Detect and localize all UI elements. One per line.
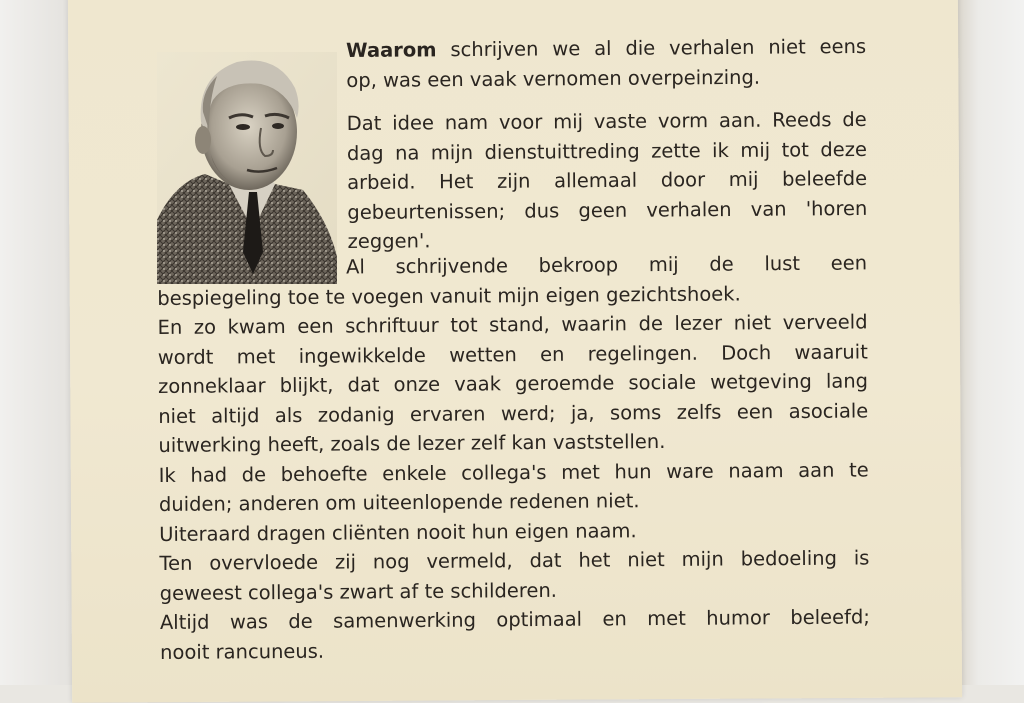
text-line: Altijd was de samenwerking optimaal en met humor beleefd; bbox=[159, 605, 870, 634]
text-line: Ik had de behoefte enkele collega's met hun ware naam aan te bbox=[158, 457, 869, 487]
backdrop-left bbox=[0, 0, 72, 685]
main-text-block bbox=[157, 248, 870, 667]
text-line: En zo kwam een schriftuur tot stand, waarin de lezer niet verveeld bbox=[157, 310, 868, 339]
text-line: niet altijd als zodanig ervaren werd; ja, soms zelfs een asociale bbox=[158, 398, 869, 428]
lead-word: Waarom bbox=[346, 38, 437, 62]
intro-text-block bbox=[346, 32, 868, 257]
text-span: schrijven we al die verhalen niet eens bbox=[450, 34, 867, 62]
text-line bbox=[346, 32, 866, 66]
text-line: uitwerking heeft, zoals de lezer zelf kan vaststellen. bbox=[158, 430, 666, 457]
text-line: dag na mijn dienstuittreding zette ik mij tot deze bbox=[346, 137, 867, 165]
author-portrait bbox=[157, 52, 337, 284]
backdrop-right bbox=[954, 0, 1024, 685]
text-line: duiden; anderen om uiteenlopende redenen niet. bbox=[158, 489, 640, 516]
text-line: gebeurtenissen; dus geen verhalen van 'horen bbox=[347, 196, 868, 224]
text-line: arbeid. Het zijn allemaal door mij beleefde bbox=[347, 166, 868, 194]
text-line: zonneklaar blijkt, dat onze vaak geroemde sociale wetgeving lang bbox=[157, 369, 869, 398]
text-line: Ten overvloede zij nog vermeld, dat het niet mijn bedoeling is bbox=[159, 546, 870, 575]
text-line: Uiteraard dragen cliënten nooit hun eigen naam. bbox=[159, 518, 637, 546]
text-line: Al schrijvende bekroop mij de lust een bbox=[346, 251, 868, 279]
text-line: Dat idee nam voor mij vaste vorm aan. Reeds de bbox=[346, 107, 867, 135]
text-line: wordt met ingewikkelde wetten en regelingen. Doch waaruit bbox=[157, 339, 868, 369]
text-line: op, was een vaak vernomen overpeinzing. bbox=[346, 65, 761, 92]
text-line: nooit rancuneus. bbox=[160, 639, 325, 664]
author-photo-image bbox=[157, 52, 337, 284]
text-line: bespiegeling toe te voegen vanuit mijn eigen gezichtshoek. bbox=[157, 281, 741, 310]
text-line: zeggen'. bbox=[347, 229, 431, 253]
text-line: geweest collega's zwart af te schilderen. bbox=[159, 578, 558, 605]
